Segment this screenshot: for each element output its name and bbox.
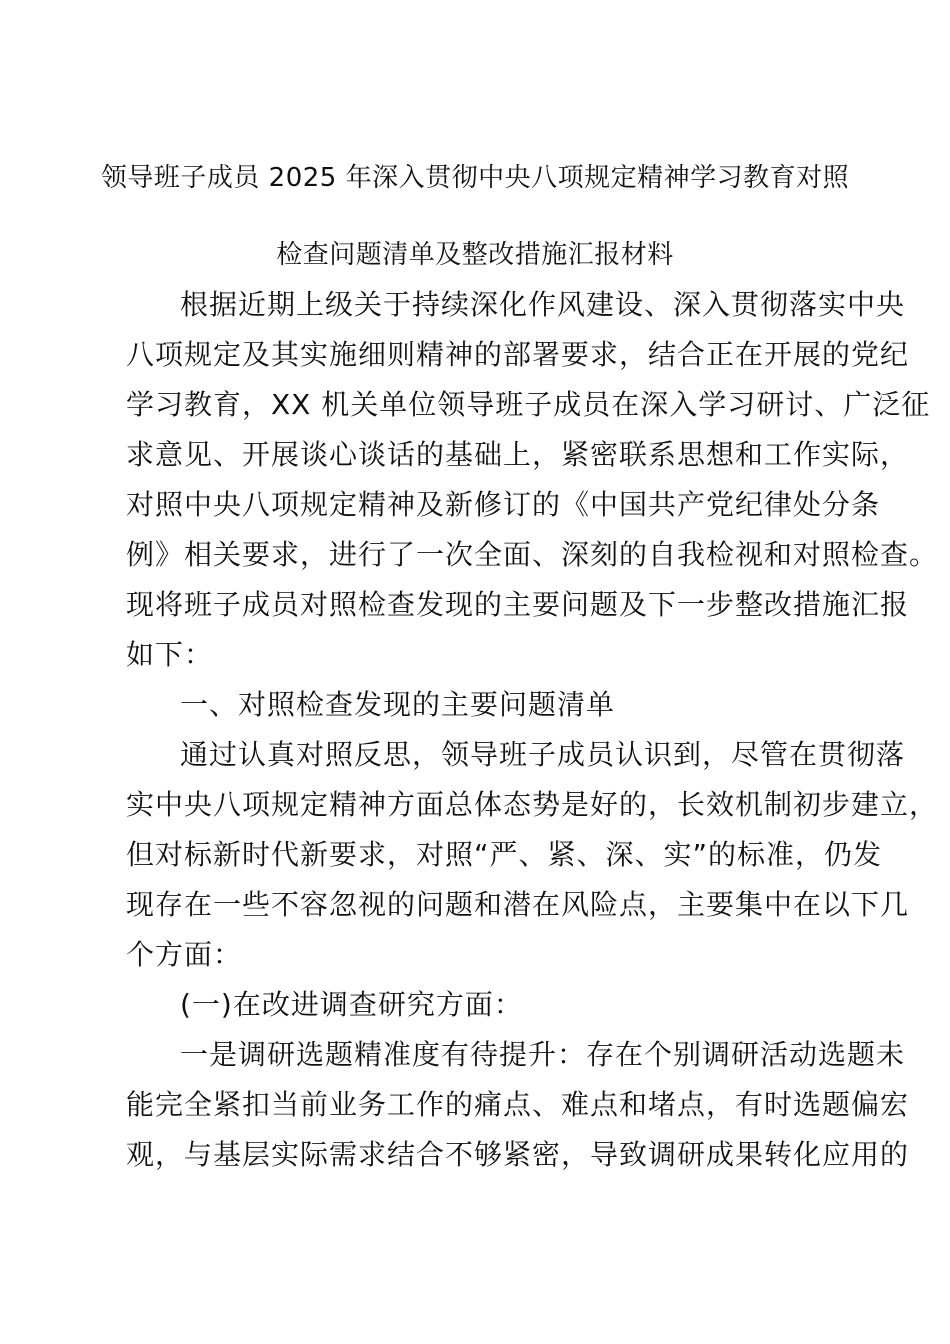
- paragraph-line: 对照中央八项规定精神及新修订的《中国共产党纪律处分条: [126, 488, 881, 521]
- section-heading: 一、对照检查发现的主要问题清单: [180, 688, 616, 721]
- document-title-line-2: 检查问题清单及整改措施汇报材料: [276, 240, 674, 270]
- paragraph-line: 通过认真对照反思，领导班子成员认识到，尽管在贯彻落: [180, 738, 906, 771]
- paragraph-line: 八项规定及其实施细则精神的部署要求，结合正在开展的党纪: [126, 338, 910, 371]
- paragraph-line: 现存在一些不容忽视的问题和潜在风险点，主要集中在以下几: [126, 888, 910, 921]
- paragraph-line: 如下：: [126, 638, 214, 671]
- paragraph-line: 实中央八项规定精神方面总体态势是好的，长效机制初步建立，: [126, 788, 939, 821]
- paragraph-line: 观，与基层实际需求结合不够紧密，导致调研成果转化应用的: [126, 1138, 910, 1171]
- paragraph-line: 能完全紧扣当前业务工作的痛点、难点和堵点，有时选题偏宏: [126, 1088, 910, 1121]
- subsection-heading: (一)在改进调查研究方面：: [180, 988, 523, 1021]
- paragraph-line: 个方面：: [126, 938, 243, 971]
- paragraph-line: 例》相关要求，进行了一次全面、深刻的自我检视和对照检查。: [126, 538, 939, 571]
- paragraph-line: 现将班子成员对照检查发现的主要问题及下一步整改措施汇报: [126, 588, 910, 621]
- paragraph-line: 一是调研选题精准度有待提升：存在个别调研活动选题未: [180, 1038, 906, 1071]
- paragraph-line: 根据近期上级关于持续深化作风建设、深入贯彻落实中央: [180, 288, 906, 321]
- paragraph-line: 求意见、开展谈心谈话的基础上，紧密联系思想和工作实际，: [126, 438, 910, 471]
- paragraph-line: 但对标新时代新要求，对照“严、紧、深、实”的标准，仍发: [126, 838, 883, 871]
- paragraph-line: 学习教育，XX 机关单位领导班子成员在深入学习研讨、广泛征: [126, 388, 931, 421]
- document-title-line-1: 领导班子成员 2025 年深入贯彻中央八项规定精神学习教育对照: [100, 163, 850, 193]
